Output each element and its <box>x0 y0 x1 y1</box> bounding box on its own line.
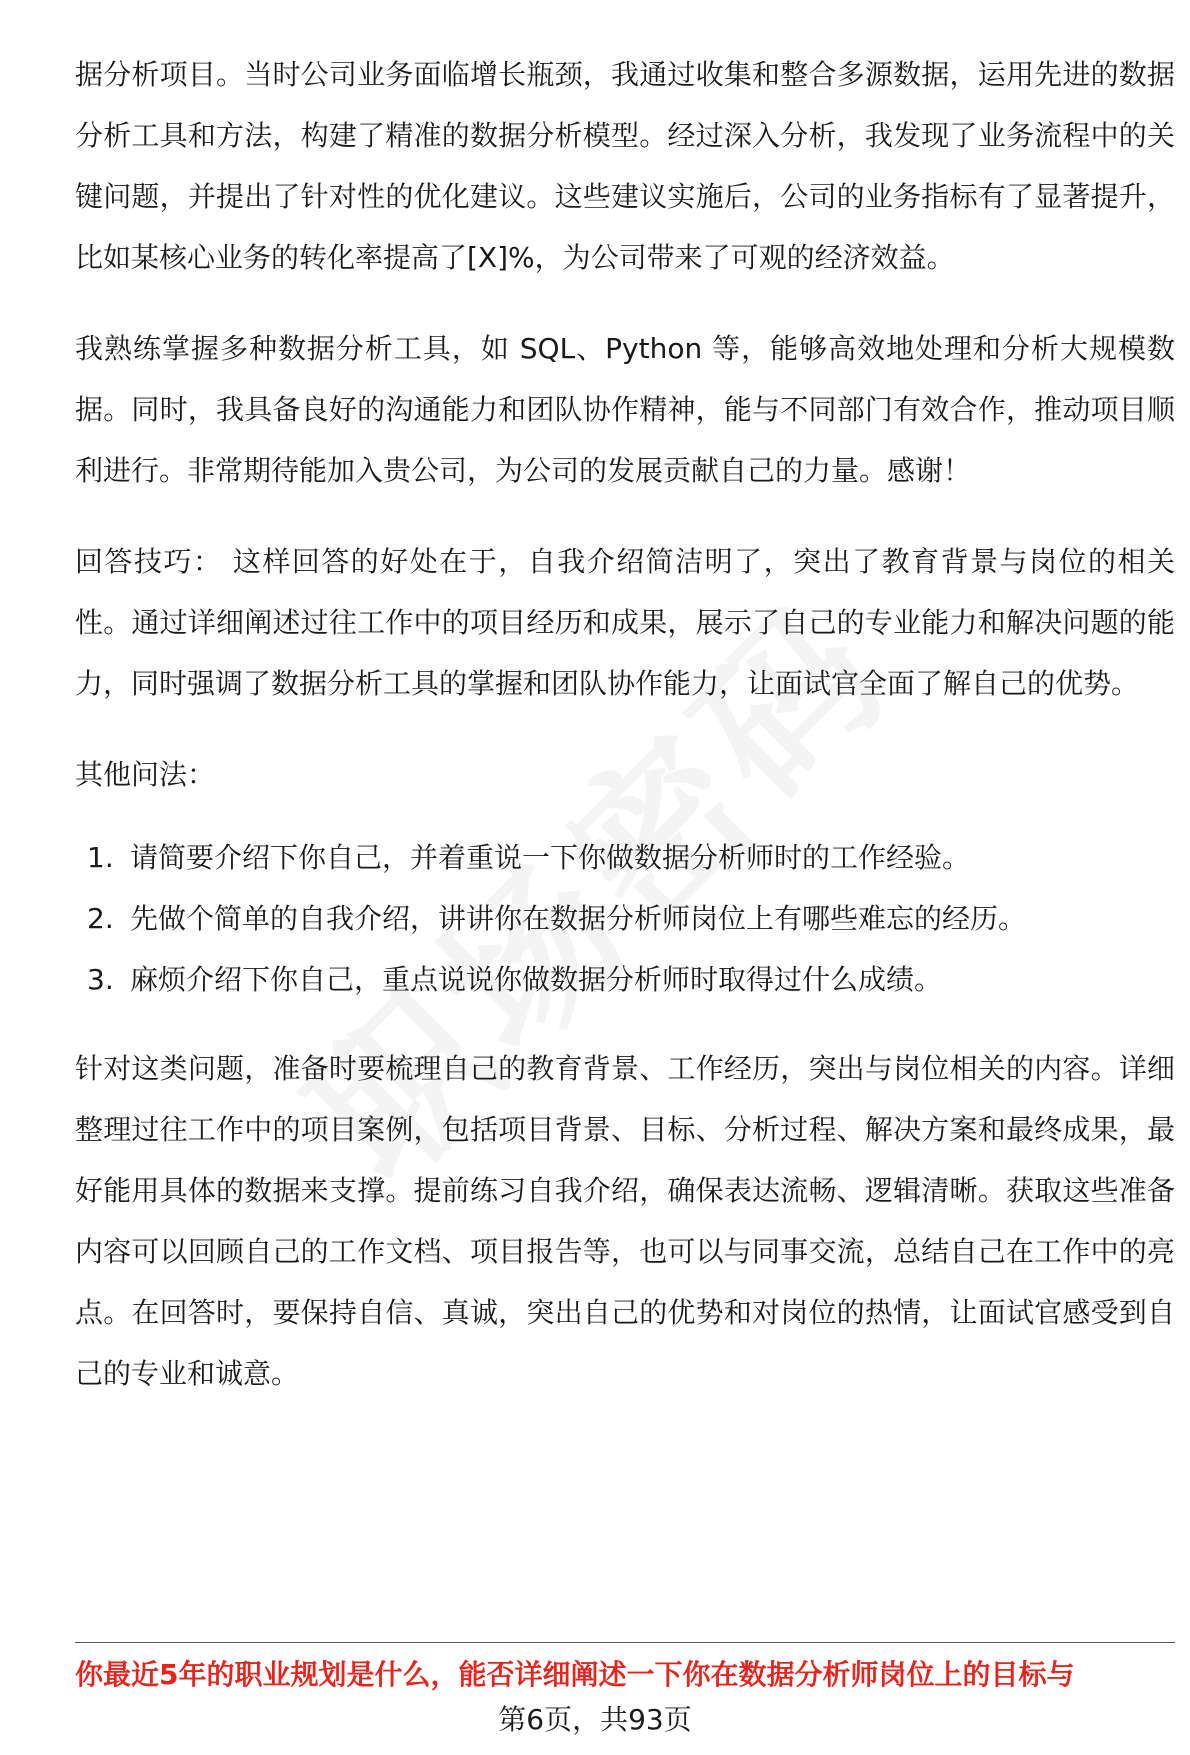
paragraph-answer-tips: 回答技巧： 这样回答的好处在于，自我介绍简洁明了，突出了教育背景与岗位的相关性。通过详细阐述过往工作中的项目经历和成果，展示了自己的专业能力和解决问题的能力，同时强调了数据分析工具的掌握和团队协作能力，让面试官全面了解自己的优势。 <box>75 545 1175 700</box>
paragraph-preparation-advice: 针对这类问题，准备时要梳理自己的教育背景、工作经历，突出与岗位相关的内容。详细整理过往工作中的项目案例，包括项目背景、目标、分析过程、解决方案和最终成果，最好能用具体的数据来支撑。提前练习自我介绍，确保表达流畅、逻辑清晰。获取这些准备内容可以回顾自己的工作文档、项目报告等，也可以与同事交流，总结自己在工作中的亮点。在回答时，要保持自信、真诚，突出自己的优势和对岗位的热情，让面试官感受到自己的专业和诚意。 <box>75 1052 1175 1390</box>
list-item <box>75 949 1175 1010</box>
list-item-text: 先做个简单的自我介绍，讲讲你在数据分析师岗位上有哪些难忘的经历。 <box>130 902 1027 935</box>
list-item-number: 1. <box>87 841 114 874</box>
section-divider <box>75 1642 1175 1643</box>
paragraph-skills: 我熟练掌握多种数据分析工具，如 SQL、Python 等，能够高效地处理和分析大规模数据。同时，我具备良好的沟通能力和团队协作精神，能与不同部门有效合作，推动项目顺利进行。非常期待能加入贵公司，为公司的发展贡献自己的力量。感谢！ <box>75 332 1175 487</box>
list-item-text: 麻烦介绍下你自己，重点说说你做数据分析师时取得过什么成绩。 <box>130 963 943 996</box>
alt-questions-list <box>75 827 1175 1010</box>
list-item <box>75 827 1175 888</box>
paragraph-project-experience: 据分析项目。当时公司业务面临增长瓶颈，我通过收集和整合多源数据，运用先进的数据分析工具和方法，构建了精准的数据分析模型。经过深入分析，我发现了业务流程中的关键问题，并提出了针对性的优化建议。这些建议实施后，公司的业务指标有了显著提升，比如某核心业务的转化率提高了[X]%，为公司带来了可观的经济效益。 <box>75 58 1175 274</box>
document-body <box>75 44 1175 1434</box>
list-item-text: 请简要介绍下你自己，并着重说一下你做数据分析师时的工作经验。 <box>130 841 971 874</box>
paragraph-other-ways-heading: 其他问法： <box>75 758 216 791</box>
list-item-number: 2. <box>87 902 114 935</box>
list-item-number: 3. <box>87 963 114 996</box>
list-item <box>75 888 1175 949</box>
page-number: 第6页，共93页 <box>498 1703 692 1736</box>
next-question-heading: 你最近5年的职业规划是什么，能否详细阐述一下你在数据分析师岗位上的目标与 <box>75 1658 1075 1691</box>
